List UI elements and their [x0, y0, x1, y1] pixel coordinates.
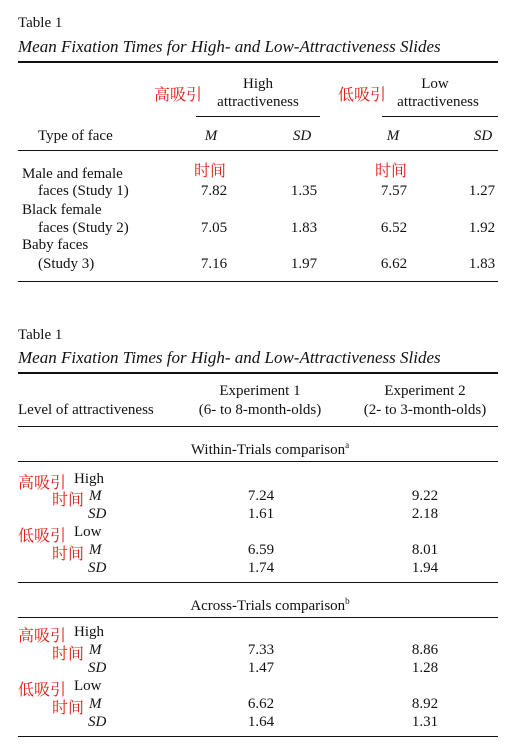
high-header-line2: attractiveness — [217, 94, 299, 110]
cell-exp2-m: 8.92 — [411, 696, 439, 712]
section-heading-across: Across-Trials comparison$^b$ — [190, 596, 350, 614]
section-heading-within: Within-Trials comparison$^a$ — [190, 440, 350, 458]
header-rule — [18, 426, 498, 427]
cell-low-sd: 1.92 — [468, 220, 496, 236]
table-title: Mean Fixation Times for High- and Low-Attractiveness Slides — [18, 37, 441, 56]
bottom-rule — [18, 736, 498, 737]
cell-low-m: 6.52 — [380, 220, 408, 236]
section-rule — [18, 582, 498, 583]
col-low-sd: SD — [473, 128, 493, 144]
m-label: M — [89, 696, 102, 712]
low-annotation: 低吸引 — [18, 680, 67, 699]
high-annotation: 高吸引 — [18, 626, 67, 645]
col-high-m: M — [204, 128, 218, 144]
sd-label: SD — [88, 714, 107, 730]
exp1-header-line2: (6- to 8-month-olds) — [198, 402, 322, 418]
cell-exp2-m: 8.01 — [411, 542, 439, 558]
exp2-header-line2: (2- to 3-month-olds) — [363, 402, 487, 418]
sd-label: SD — [88, 506, 107, 522]
level-label-high: High — [74, 471, 104, 487]
high-annotation: 高吸引 — [18, 473, 67, 492]
cell-low-m: 7.57 — [380, 183, 408, 199]
level-label-high: High — [74, 624, 104, 640]
sd-label: SD — [88, 660, 107, 676]
cell-high-m: 7.82 — [200, 183, 228, 199]
exp1-header-line1: Experiment 1 — [219, 383, 301, 399]
row-label-line2: (Study 3) — [38, 256, 95, 272]
exp2-header-line1: Experiment 2 — [384, 383, 466, 399]
footnote-marker: b — [345, 596, 350, 606]
cell-low-m: 6.62 — [380, 256, 408, 272]
cell-exp1-m: 6.59 — [247, 542, 275, 558]
table-title: Mean Fixation Times for High- and Low-Attractiveness Slides — [18, 348, 441, 367]
low-time-annotation: 时间 — [375, 161, 408, 180]
cell-high-m: 7.16 — [200, 256, 228, 272]
time-annotation: 时间 — [52, 698, 85, 717]
cell-exp1-m: 6.62 — [247, 696, 275, 712]
cell-exp2-sd: 1.94 — [411, 560, 439, 576]
cell-exp2-m: 9.22 — [411, 488, 439, 504]
cell-exp1-sd: 1.47 — [247, 660, 275, 676]
cell-exp1-m: 7.33 — [247, 642, 275, 658]
cell-exp2-sd: 1.28 — [411, 660, 439, 676]
row-header: Level of attractiveness — [18, 402, 154, 418]
cell-high-sd: 1.97 — [290, 256, 318, 272]
header-rule — [18, 150, 498, 151]
time-annotation: 时间 — [52, 644, 85, 663]
level-label-low: Low — [74, 678, 102, 694]
row-label-line2: faces (Study 2) — [38, 220, 129, 236]
high-annotation: 高吸引 — [154, 85, 203, 104]
table-label: Table 1 — [18, 327, 63, 343]
high-time-annotation: 时间 — [194, 161, 227, 180]
low-header-line1: Low — [421, 76, 449, 92]
row-label-line1: Black female — [22, 202, 102, 218]
low-annotation: 低吸引 — [338, 85, 387, 104]
cell-high-sd: 1.83 — [290, 220, 318, 236]
col-low-m: M — [386, 128, 400, 144]
row-label-line1: Baby faces — [22, 237, 89, 253]
m-label: M — [89, 542, 102, 558]
top-rule — [18, 372, 498, 374]
time-annotation: 时间 — [52, 490, 85, 509]
table-label: Table 1 — [18, 15, 63, 31]
time-annotation: 时间 — [52, 544, 85, 563]
high-group-rule — [196, 116, 320, 117]
sd-label: SD — [88, 560, 107, 576]
row-label-line1: Male and female — [22, 166, 123, 182]
m-label: M — [89, 642, 102, 658]
low-group-rule — [382, 116, 498, 117]
section-rule — [18, 461, 498, 462]
cell-exp1-sd: 1.74 — [247, 560, 275, 576]
cell-high-m: 7.05 — [200, 220, 228, 236]
col-high-sd: SD — [292, 128, 312, 144]
cell-exp1-m: 7.24 — [247, 488, 275, 504]
cell-exp2-m: 8.86 — [411, 642, 439, 658]
footnote-marker: a — [345, 440, 350, 450]
level-label-low: Low — [74, 524, 102, 540]
cell-exp1-sd: 1.64 — [247, 714, 275, 730]
bottom-rule — [18, 281, 498, 282]
row-label-line2: faces (Study 1) — [38, 183, 129, 199]
top-rule — [18, 61, 498, 63]
cell-low-sd: 1.83 — [468, 256, 496, 272]
low-header-line2: attractiveness — [397, 94, 479, 110]
row-header: Type of face — [38, 128, 113, 144]
cell-low-sd: 1.27 — [468, 183, 496, 199]
low-annotation: 低吸引 — [18, 526, 67, 545]
high-header-line1: High — [243, 76, 273, 92]
m-label: M — [89, 488, 102, 504]
cell-exp2-sd: 2.18 — [411, 506, 439, 522]
cell-exp2-sd: 1.31 — [411, 714, 439, 730]
cell-high-sd: 1.35 — [290, 183, 318, 199]
cell-exp1-sd: 1.61 — [247, 506, 275, 522]
section-rule — [18, 617, 498, 618]
